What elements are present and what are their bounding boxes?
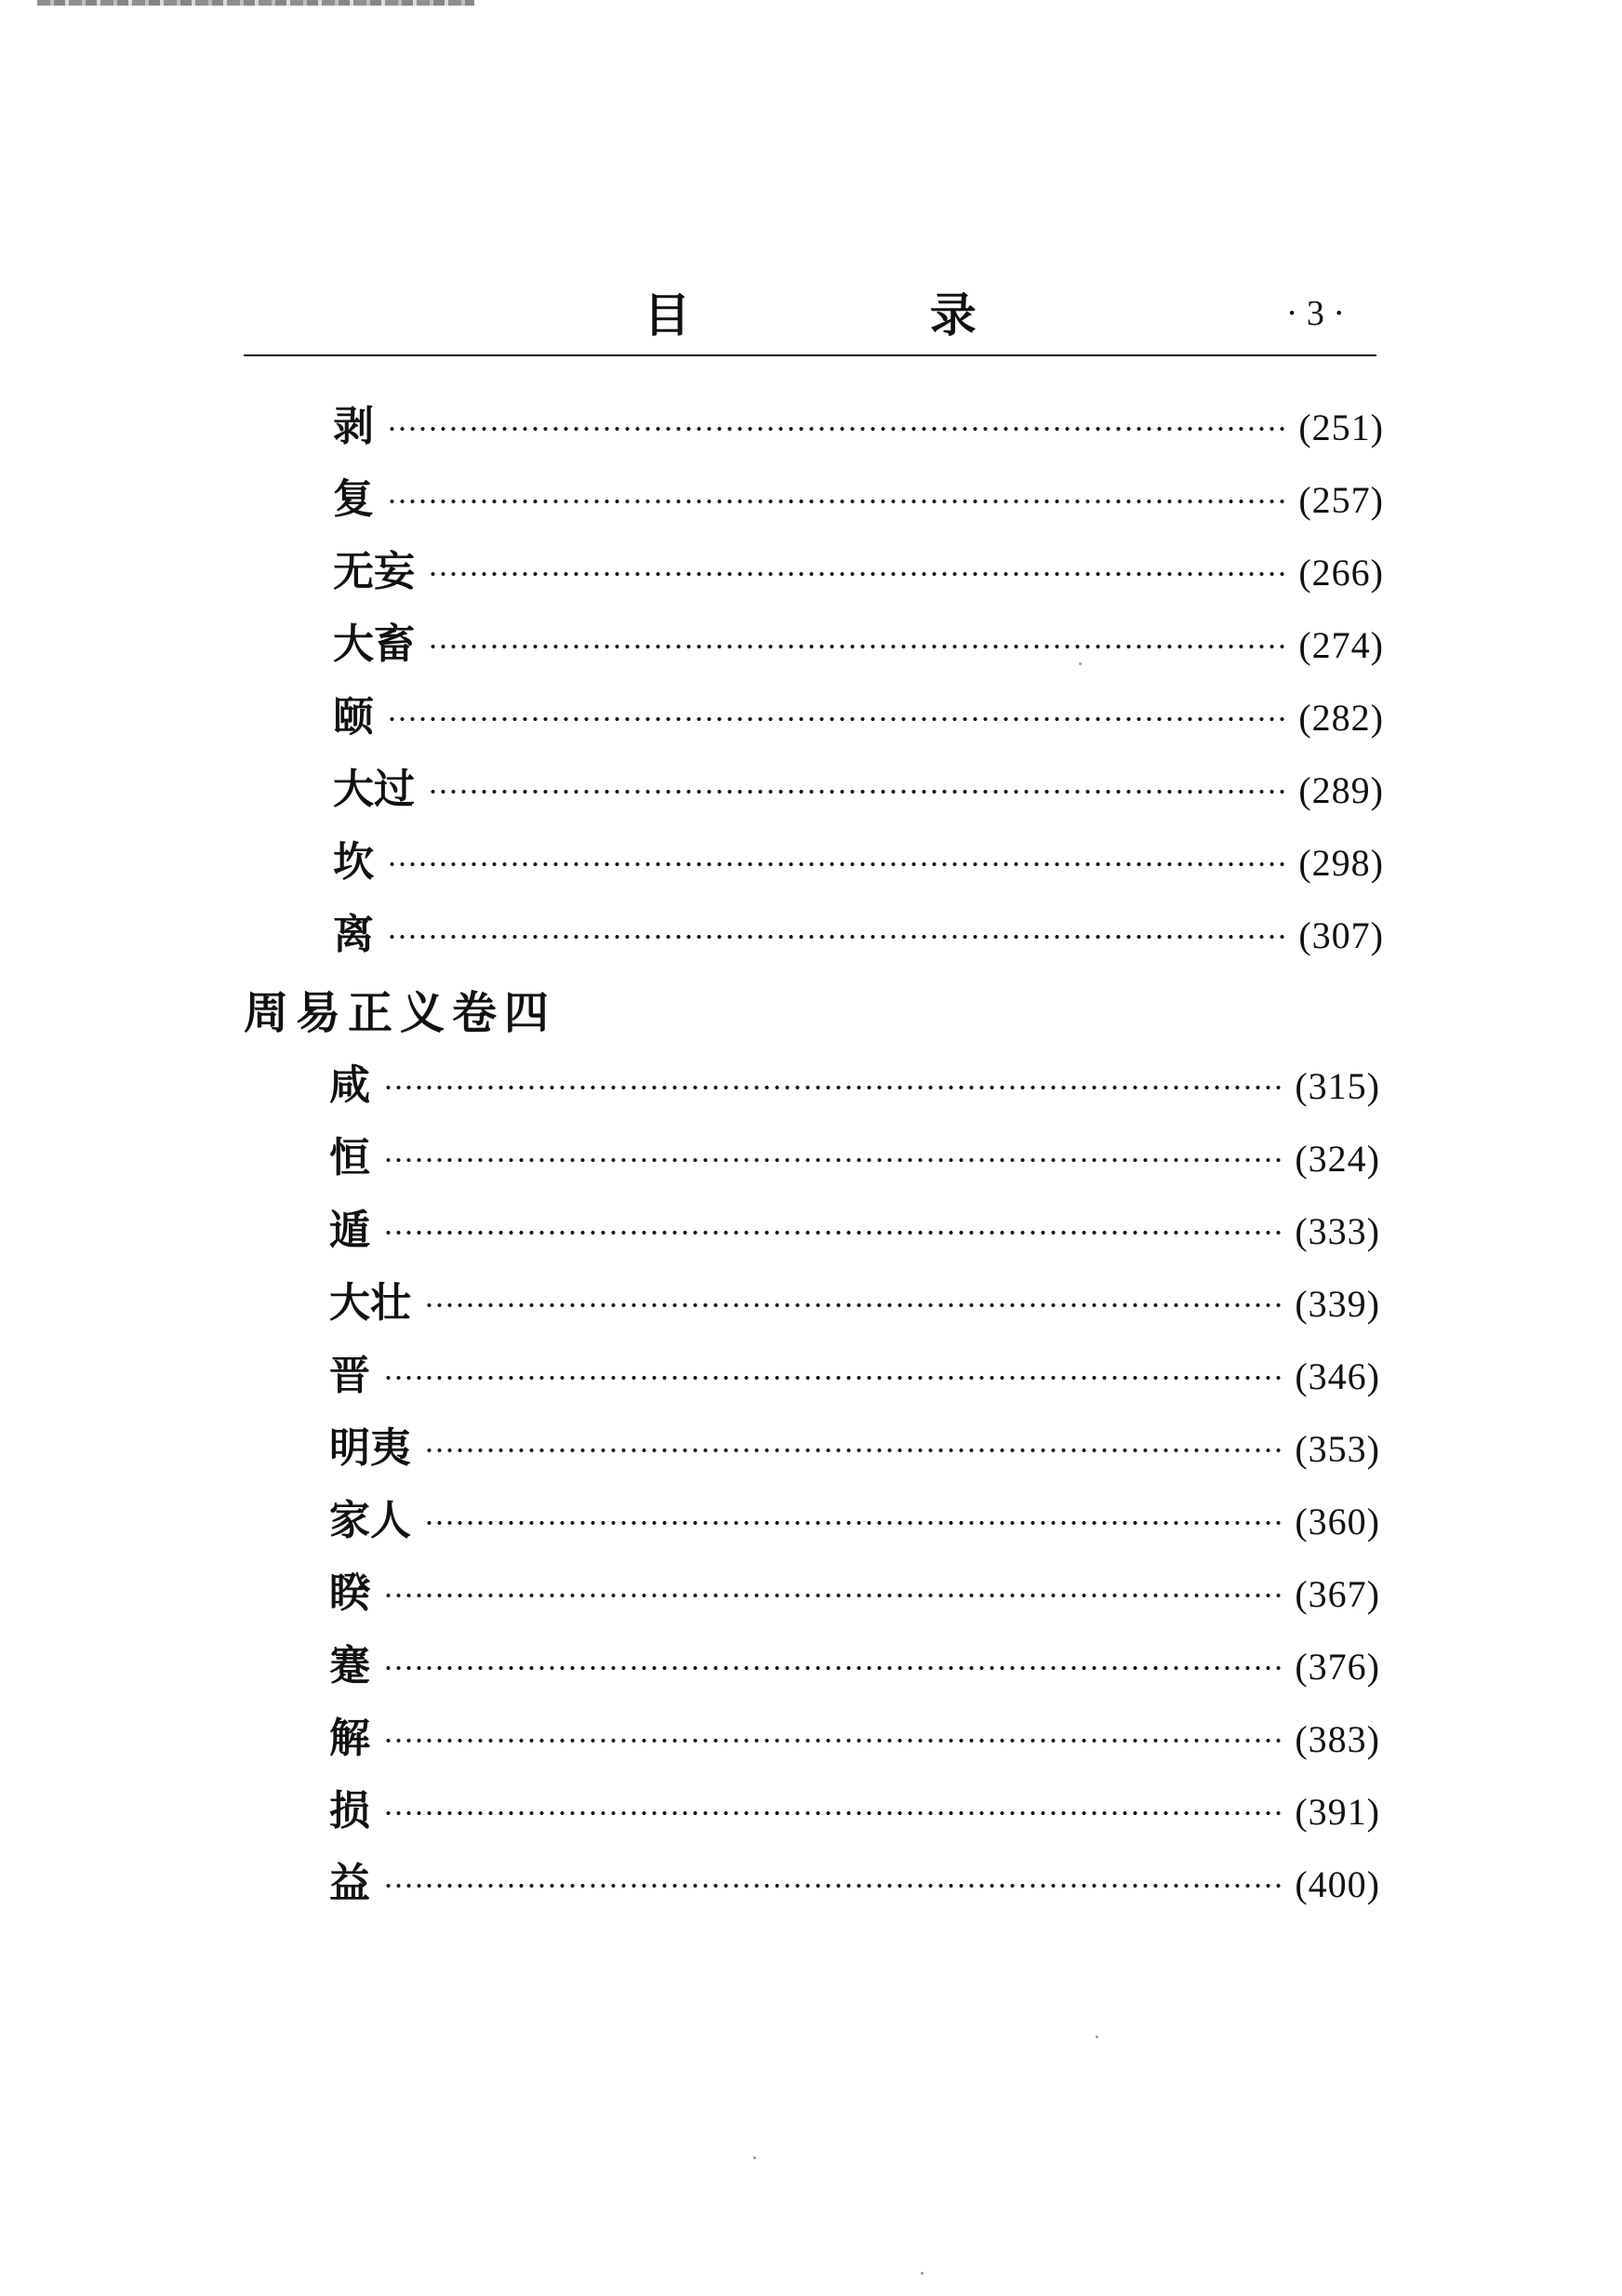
toc-entry-page: (360) <box>1295 1501 1380 1542</box>
toc-entry[interactable] <box>333 538 1384 594</box>
toc-entry-page: (339) <box>1295 1283 1380 1325</box>
scan-speck <box>1096 2036 1098 2038</box>
toc-entry-page: (274) <box>1298 624 1384 666</box>
toc-entry-title: 益 <box>329 1860 370 1907</box>
toc-entry[interactable] <box>329 1487 1380 1542</box>
toc-entry-title: 无妄 <box>333 548 415 595</box>
toc-entry-page: (383) <box>1295 1718 1380 1760</box>
dot-leader <box>424 1520 1282 1526</box>
dot-leader <box>383 1230 1282 1235</box>
toc-entry[interactable] <box>329 1849 1380 1905</box>
scan-artifact-bar <box>37 0 474 6</box>
toc-entry-page: (298) <box>1298 842 1384 884</box>
toc-entry-page: (353) <box>1295 1428 1380 1470</box>
dot-leader <box>424 1302 1282 1308</box>
toc-entry-page: (289) <box>1298 769 1384 811</box>
page-title: 目 录 <box>644 288 1088 342</box>
toc-entry-title: 复 <box>333 475 374 523</box>
toc-entry-title: 明夷 <box>329 1424 411 1472</box>
dot-leader <box>387 426 1285 432</box>
toc-entry[interactable] <box>329 1414 1380 1470</box>
dot-leader <box>387 934 1285 940</box>
dot-leader <box>383 1375 1282 1381</box>
toc-entry-title: 大过 <box>333 766 415 813</box>
dot-leader <box>428 644 1285 649</box>
dot-leader <box>383 1085 1282 1090</box>
section-heading: 周易正义卷四 <box>244 987 557 1039</box>
dot-leader <box>424 1448 1282 1453</box>
toc-entry-title: 离 <box>333 911 374 958</box>
page-number: · 3 · <box>1285 294 1345 333</box>
toc-entry-title: 遁 <box>329 1207 370 1254</box>
dot-leader <box>383 1810 1282 1816</box>
toc-entry[interactable] <box>329 1632 1380 1688</box>
dot-leader <box>387 499 1285 504</box>
scan-speck <box>753 2156 756 2159</box>
toc-entry[interactable] <box>329 1269 1380 1325</box>
toc-entry-title: 晋 <box>329 1352 370 1399</box>
toc-entry[interactable] <box>333 393 1384 448</box>
dot-leader <box>428 571 1285 577</box>
toc-entry[interactable] <box>333 901 1384 956</box>
scan-speck <box>1079 662 1082 665</box>
toc-entry-title: 家人 <box>329 1497 411 1544</box>
toc-entry[interactable] <box>329 1342 1380 1397</box>
toc-entry-page: (376) <box>1295 1646 1380 1688</box>
toc-entry-page: (400) <box>1295 1863 1380 1905</box>
toc-entry-title: 咸 <box>329 1061 370 1109</box>
toc-entry[interactable] <box>329 1559 1380 1615</box>
toc-entry-page: (333) <box>1295 1210 1380 1252</box>
dot-leader <box>383 1738 1282 1743</box>
toc-entry-page: (315) <box>1295 1065 1380 1107</box>
toc-entry-page: (266) <box>1298 552 1384 594</box>
dot-leader <box>383 1593 1282 1598</box>
toc-entry-title: 蹇 <box>329 1642 370 1689</box>
dot-leader <box>383 1157 1282 1163</box>
scan-speck <box>921 2272 924 2275</box>
toc-entry[interactable] <box>333 683 1384 739</box>
dot-leader <box>387 861 1285 867</box>
toc-entry-title: 坎 <box>333 838 374 886</box>
toc-entry[interactable] <box>329 1051 1380 1107</box>
dot-leader <box>387 716 1285 722</box>
toc-entry-page: (367) <box>1295 1573 1380 1615</box>
toc-entry-title: 大畜 <box>333 621 415 668</box>
toc-entry-page: (251) <box>1298 407 1384 448</box>
toc-entry-title: 颐 <box>333 693 374 741</box>
toc-entry-page: (324) <box>1295 1138 1380 1180</box>
toc-entry-title: 大壮 <box>329 1279 411 1327</box>
toc-entry-title: 睽 <box>329 1569 370 1617</box>
toc-entry-title: 恒 <box>329 1134 370 1181</box>
toc-entry[interactable] <box>333 610 1384 666</box>
toc-entry[interactable] <box>329 1124 1380 1180</box>
toc-entry[interactable] <box>333 828 1384 884</box>
toc-entry[interactable] <box>329 1704 1380 1760</box>
toc-entry[interactable] <box>329 1196 1380 1252</box>
toc-entry[interactable] <box>333 465 1384 521</box>
running-header <box>244 265 1376 356</box>
toc-entry-page: (346) <box>1295 1355 1380 1397</box>
dot-leader <box>428 789 1285 794</box>
toc-entry[interactable] <box>329 1777 1380 1833</box>
toc-entry-title: 剥 <box>333 403 374 450</box>
toc-entry-page: (391) <box>1295 1791 1380 1833</box>
dot-leader <box>383 1883 1282 1889</box>
toc-entry-page: (307) <box>1298 914 1384 956</box>
dot-leader <box>383 1665 1282 1671</box>
toc-entry-title: 损 <box>329 1787 370 1835</box>
toc-entry-page: (257) <box>1298 479 1384 521</box>
toc-entry[interactable] <box>333 755 1384 811</box>
toc-entry-title: 解 <box>329 1715 370 1762</box>
toc-entry-page: (282) <box>1298 697 1384 739</box>
